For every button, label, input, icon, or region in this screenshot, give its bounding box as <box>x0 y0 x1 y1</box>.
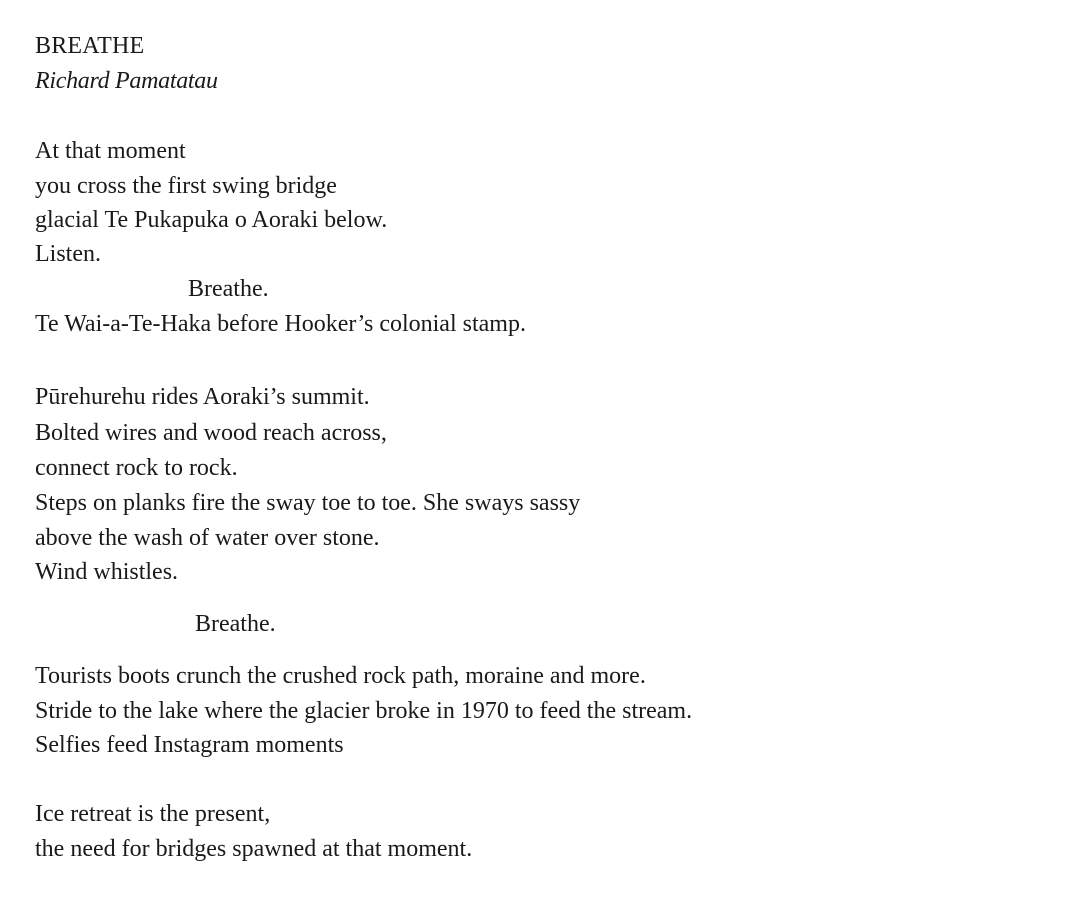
poem-title: BREATHE <box>35 33 145 59</box>
poem-line-indented: Breathe. <box>195 611 276 637</box>
poem-line: above the wash of water over stone. <box>35 525 380 551</box>
poem-line: Ice retreat is the present, <box>35 801 271 827</box>
poem-line: Steps on planks fire the sway toe to toe. She sways sassy <box>35 490 581 516</box>
poem-line: Wind whistles. <box>35 559 179 585</box>
poem-line: connect rock to rock. <box>35 455 238 481</box>
poem-line: Stride to the lake where the glacier broke in 1970 to feed the stream. <box>35 698 693 724</box>
poem-line-indented: Breathe. <box>188 276 269 302</box>
poem-author: Richard Pamatatau <box>35 68 218 94</box>
poem-line: the need for bridges spawned at that moment. <box>35 836 473 862</box>
poem-line: Selfies feed Instagram moments <box>35 732 344 758</box>
poem-line: glacial Te Pukapuka o Aoraki below. <box>35 207 388 233</box>
poem-line: you cross the first swing bridge <box>35 173 337 199</box>
poem-line: Pūrehurehu rides Aoraki’s summit. <box>35 384 370 410</box>
poem-line: Te Wai-a-Te-Haka before Hooker’s colonial stamp. <box>35 311 526 337</box>
poem-line: At that moment <box>35 138 186 164</box>
poem-line: Listen. <box>35 241 101 267</box>
poem-line: Tourists boots crunch the crushed rock path, moraine and more. <box>35 663 646 689</box>
poem-line: Bolted wires and wood reach across, <box>35 420 387 446</box>
